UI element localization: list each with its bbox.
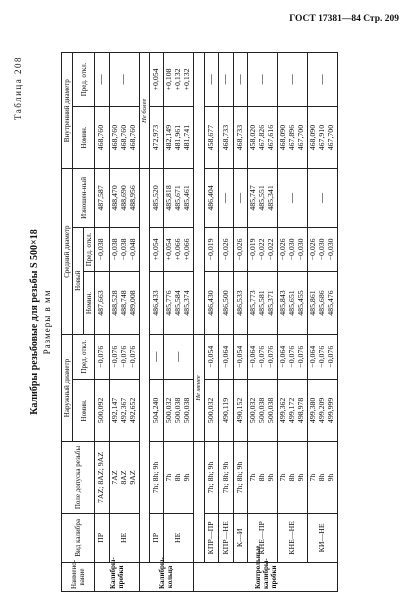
- col-inner-dev: Пред. откл.: [73, 53, 95, 107]
- cell-pole: 7h; 8h; 9h: [149, 442, 164, 514]
- cell-inner-nom: 458,677: [204, 106, 219, 169]
- cell-inner-dev: —: [278, 53, 308, 107]
- table-row: [308, 53, 338, 592]
- table-row: [95, 53, 110, 592]
- table-row: [109, 53, 139, 592]
- cell-inner-dev: +0,054: [149, 53, 164, 107]
- table-row: [233, 53, 248, 592]
- cell-middle-dev: +0,054: [149, 227, 164, 272]
- cell-outer-nom: 500,032: [204, 379, 219, 442]
- col-middle-dev: Пред. откл.: [84, 227, 95, 272]
- col-middle-wear: Изношен-ный: [73, 169, 95, 227]
- group-kontr: Контрольные калибры-пробки: [194, 562, 338, 591]
- cell-outer-nom: 500,032 500,038 500,038: [164, 379, 194, 442]
- cell-middle-wear: 485,747 485,551 485,341: [248, 169, 278, 227]
- cell-middle-dev: −0,026: [233, 227, 248, 272]
- table-row: [164, 53, 194, 592]
- cell-inner-dev: —: [248, 53, 278, 107]
- cell-pole: 7h 8h 9h: [248, 442, 278, 514]
- cell-inner-dev: —: [109, 53, 139, 107]
- cell-inner-nom: 472,973: [149, 106, 164, 169]
- cell-outer-dev: −0,076 −0,076 −0,076: [109, 334, 139, 379]
- cell-middle-nom: 486,430: [204, 272, 219, 335]
- table-row: [149, 53, 164, 592]
- cell-pole: 7h 8h 9h: [164, 442, 194, 514]
- cell-outer-dev: −0,064: [219, 334, 234, 379]
- cell-middle-dev: −0,019: [204, 227, 219, 272]
- cell-outer-dev: —: [164, 334, 194, 379]
- cell-pole: 7h; 8h; 9h: [204, 442, 219, 514]
- col-inner-nom: Номин.: [73, 106, 95, 169]
- cell-outer-nom: 490,152: [233, 379, 248, 442]
- cell-pole: 7h; 8h; 9h: [233, 442, 248, 514]
- cell-outer-nom: 500,032 500,038 500,038: [248, 379, 278, 442]
- cell-vid: ПР: [95, 513, 110, 562]
- cell-middle-nom: 486,500: [219, 272, 234, 335]
- note-row: [139, 53, 149, 592]
- cell-inner-nom: 468,760: [95, 106, 110, 169]
- cell-middle-nom: 485,861 485,686 485,476: [308, 272, 338, 335]
- col-middle: Средний диаметр: [62, 169, 73, 334]
- table-row: [278, 53, 308, 592]
- cell-vid: К—И: [233, 513, 248, 562]
- cell-outer-nom: 492,147 492,367 492,652: [109, 379, 139, 442]
- cell-vid: НЕ: [164, 513, 194, 562]
- cell-middle-nom: 485,776 485,584 485,374: [164, 272, 194, 335]
- cell-pole: 7h 8h 9h: [308, 442, 338, 514]
- col-middle-new: Новый: [73, 227, 84, 334]
- cell-vid: КНЕ—ПР: [248, 513, 278, 562]
- cell-vid: ПР: [149, 513, 164, 562]
- rotated-table-block: [11, 52, 405, 592]
- col-vid: Вид калибра: [62, 513, 95, 562]
- cell-middle-wear: —: [308, 169, 338, 227]
- cell-inner-nom: 458,020 467,826 467,616: [248, 106, 278, 169]
- cell-outer-dev: −0,054: [204, 334, 219, 379]
- note-ne-menee-outer: Не менее: [194, 334, 204, 441]
- cell-inner-dev: —: [308, 53, 338, 107]
- cell-vid: КПР—ПР: [204, 513, 219, 562]
- cell-vid: КПР—НЕ: [219, 513, 234, 562]
- col-pole: Поле допуска резьбы: [62, 442, 95, 514]
- cell-middle-dev: −0,038: [95, 227, 110, 272]
- cell-outer-dev: −0,076: [95, 334, 110, 379]
- cell-outer-nom: 504,240: [149, 379, 164, 442]
- col-outer-nom: Номин.: [73, 379, 95, 442]
- cell-pole: 7h 8h 9h: [278, 442, 308, 514]
- cell-middle-dev: −0,038 −0,038 −0,048: [109, 227, 139, 272]
- cell-inner-dev: —: [204, 53, 219, 107]
- table-title: Калибры резьбовые для резьбы S 500×18: [29, 229, 40, 415]
- cell-middle-nom: 488,528 488,748 489,008: [109, 272, 139, 335]
- cell-pole: 7h; 8h; 9h: [219, 442, 234, 514]
- cell-middle-nom: 486,433: [149, 272, 164, 335]
- col-naim: Наимено-вание: [62, 562, 95, 591]
- cell-inner-dev: —: [233, 53, 248, 107]
- cell-inner-dev: —: [95, 53, 110, 107]
- col-outer: Наружный диаметр: [62, 334, 73, 441]
- cell-outer-dev: −0,064 −0,076 −0,076: [278, 334, 308, 379]
- cell-inner-nom: 468,733: [233, 106, 248, 169]
- cell-inner-dev: +0,108 +0,132 +0,132: [164, 53, 194, 107]
- gauge-table: [61, 52, 338, 592]
- table-row: [219, 53, 234, 592]
- cell-outer-nom: 490,119: [219, 379, 234, 442]
- cell-middle-dev: −0,019 −0,022 −0,022: [248, 227, 278, 272]
- col-middle-nom: Номин.: [84, 272, 95, 335]
- cell-middle-dev: −0,026: [219, 227, 234, 272]
- cell-middle-wear: —: [219, 169, 234, 227]
- cell-middle-wear: 487,587: [95, 169, 110, 227]
- cell-middle-nom: 485,843 485,651 485,455: [278, 272, 308, 335]
- note-row: [194, 53, 204, 592]
- col-inner: Внутренний диаметр: [62, 53, 73, 169]
- cell-inner-nom: 468,733: [219, 106, 234, 169]
- cell-pole: 7AZ; 8AZ; 9AZ: [95, 442, 110, 514]
- cell-middle-dev: −0,026 −0,030 −0,030: [308, 227, 338, 272]
- cell-middle-wear: 486,404: [204, 169, 219, 227]
- group-probki: Калибры-пробки: [95, 562, 139, 591]
- table-subtitle: Размеры в мм: [42, 289, 52, 355]
- cell-inner-dev: —: [219, 53, 234, 107]
- cell-outer-nom: 499,380 499,209 499,999: [308, 379, 338, 442]
- cell-vid: КНЕ—НЕ: [278, 513, 308, 562]
- cell-middle-nom: 486,533: [233, 272, 248, 335]
- cell-inner-nom: 468,090 467,910 467,700: [308, 106, 338, 169]
- cell-outer-dev: −0,064 −0,076 −0,076: [308, 334, 338, 379]
- cell-middle-nom: 487,663: [95, 272, 110, 335]
- cell-outer-nom: 500,092: [95, 379, 110, 442]
- table-label: Таблица 208: [13, 56, 23, 120]
- page-header: ГОСТ 17381—84 Стр. 209: [289, 14, 399, 24]
- cell-outer-dev: −0,064 −0,076 −0,076: [248, 334, 278, 379]
- cell-inner-nom: 468,090 467,896 467,700: [278, 106, 308, 169]
- cell-outer-nom: 499,362 499,172 498,978: [278, 379, 308, 442]
- cell-vid: НЕ: [109, 513, 139, 562]
- cell-pole: 7AZ 8AZ 9AZ: [109, 442, 139, 514]
- cell-middle-wear: 488,470 488,690 488,956: [109, 169, 139, 227]
- cell-middle-wear: 485,520: [149, 169, 164, 227]
- cell-middle-wear: 485,818 485,671 485,461: [164, 169, 194, 227]
- cell-vid: КИ—НЕ: [308, 513, 338, 562]
- cell-inner-nom: 468,760 468,760 468,760: [109, 106, 139, 169]
- group-kolca: Калибры-кольца: [139, 562, 194, 591]
- cell-outer-dev: −0,054: [233, 334, 248, 379]
- col-outer-dev: Пред. откл.: [73, 334, 95, 379]
- cell-middle-wear: —: [233, 169, 248, 227]
- table-row: [248, 53, 278, 592]
- note-ne-bolee-inner: Не более: [139, 53, 149, 169]
- cell-middle-dev: −0,026 −0,030 −0,030: [278, 227, 308, 272]
- cell-inner-nom: 482,149 481,961 481,741: [164, 106, 194, 169]
- cell-middle-dev: +0,054 +0,066 +0,066: [164, 227, 194, 272]
- cell-middle-nom: 485,773 485,581 485,371: [248, 272, 278, 335]
- table-row: [204, 53, 219, 592]
- cell-outer-dev: —: [149, 334, 164, 379]
- cell-middle-wear: —: [278, 169, 308, 227]
